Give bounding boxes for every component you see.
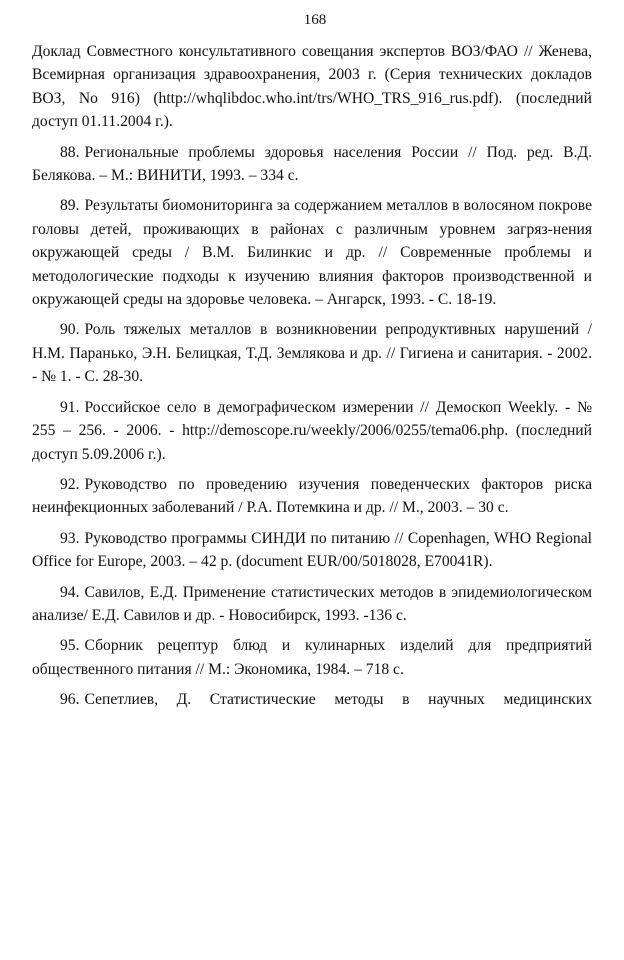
reference-number: 96. (60, 691, 80, 709)
reference-number: 89. (60, 197, 80, 215)
reference-96 (32, 688, 592, 711)
reference-text: Сепетлиев, Д. Статистические методы в научных медицинских (84, 691, 592, 709)
reference-number: 91. (60, 398, 80, 416)
reference-number: 93. (60, 529, 80, 547)
reference-94 (32, 581, 592, 628)
reference-93 (32, 527, 592, 574)
reference-91 (32, 396, 592, 466)
reference-text: Российское село в демографическом измерении // Демоскоп Weekly. - № 255 – 256. - 2006. - http://demoscope.ru/weekly/2006/0255/tema06.php. (последний доступ 5.09.2006 г.). (32, 398, 592, 463)
reference-90 (32, 318, 592, 388)
reference-88 (32, 141, 592, 188)
reference-text: Руководство по проведению изучения поведенческих факторов риска неинфекционных заболеваний / Р.А. Потемкина и др. // М., 2003. – 30 с. (32, 475, 592, 517)
reference-number: 90. (60, 321, 80, 339)
reference-number: 88. (60, 143, 80, 161)
reference-text: Роль тяжелых металлов в возникновении репродуктивных нарушений / Н.М. Параньĸо, Э.Н. Белицкая, Т.Д. Землякова и др. // Гигиена и санитария. - 2002. - № 1. - С. 28-30. (32, 321, 592, 386)
reference-number: 95. (60, 637, 80, 655)
reference-text: Сборник рецептур блюд и кулинарных изделий для предприятий общественного питания // М.: Экономика, 1984. – 718 с. (32, 637, 592, 678)
reference-text: Савилов, Е.Д. Применение статистических методов в эпидемиологическом анализе/ Е.Д. Савилов и др. - Новосибирск, 1993. -136 с. (32, 583, 592, 624)
reference-text: Региональные проблемы здоровья населения России // Под. ред. В.Д. Белякова. – М.: ВИНИТИ, 1993. – 334 с. (32, 143, 592, 185)
reference-text: Результаты биомониторинга за содержанием металлов в волосяном покрове головы детей, проживающих в районах с различным уровнем загряз-нения окружающей среды / В.М. Билинкис и др. // Современные проблемы и методологические подходы к изучению влияния факторов производственной и окружающей среды на здоровье человека. – Ангарск, 1993. - С. 18-19. (32, 197, 592, 309)
reference-number: 92. (60, 475, 80, 493)
reference-95 (32, 634, 592, 681)
reference-92 (32, 473, 592, 520)
document-page (32, 10, 592, 719)
page-number: 168 (303, 12, 327, 28)
reference-89 (32, 194, 592, 311)
reference-continuation: Доклад Совместного консультативного совещания экспертов ВОЗ/ФАО // Женева, Всемирная организация здравоохранения, 2003 г. (Серия технических докладов ВОЗ, No 916) (http://whqlibdoc.who.int/trs/WHO_TRS_916_rus.pdf). (последний доступ 01.11.2004 г.). (32, 43, 592, 131)
reference-text: Руководство программы СИНДИ по питанию // Copenhagen, WHO Regional Office for Europe, 2003. – 42 p. (document EUR/00/5018028, E70041R). (32, 529, 592, 571)
reference-number: 94. (60, 583, 80, 601)
